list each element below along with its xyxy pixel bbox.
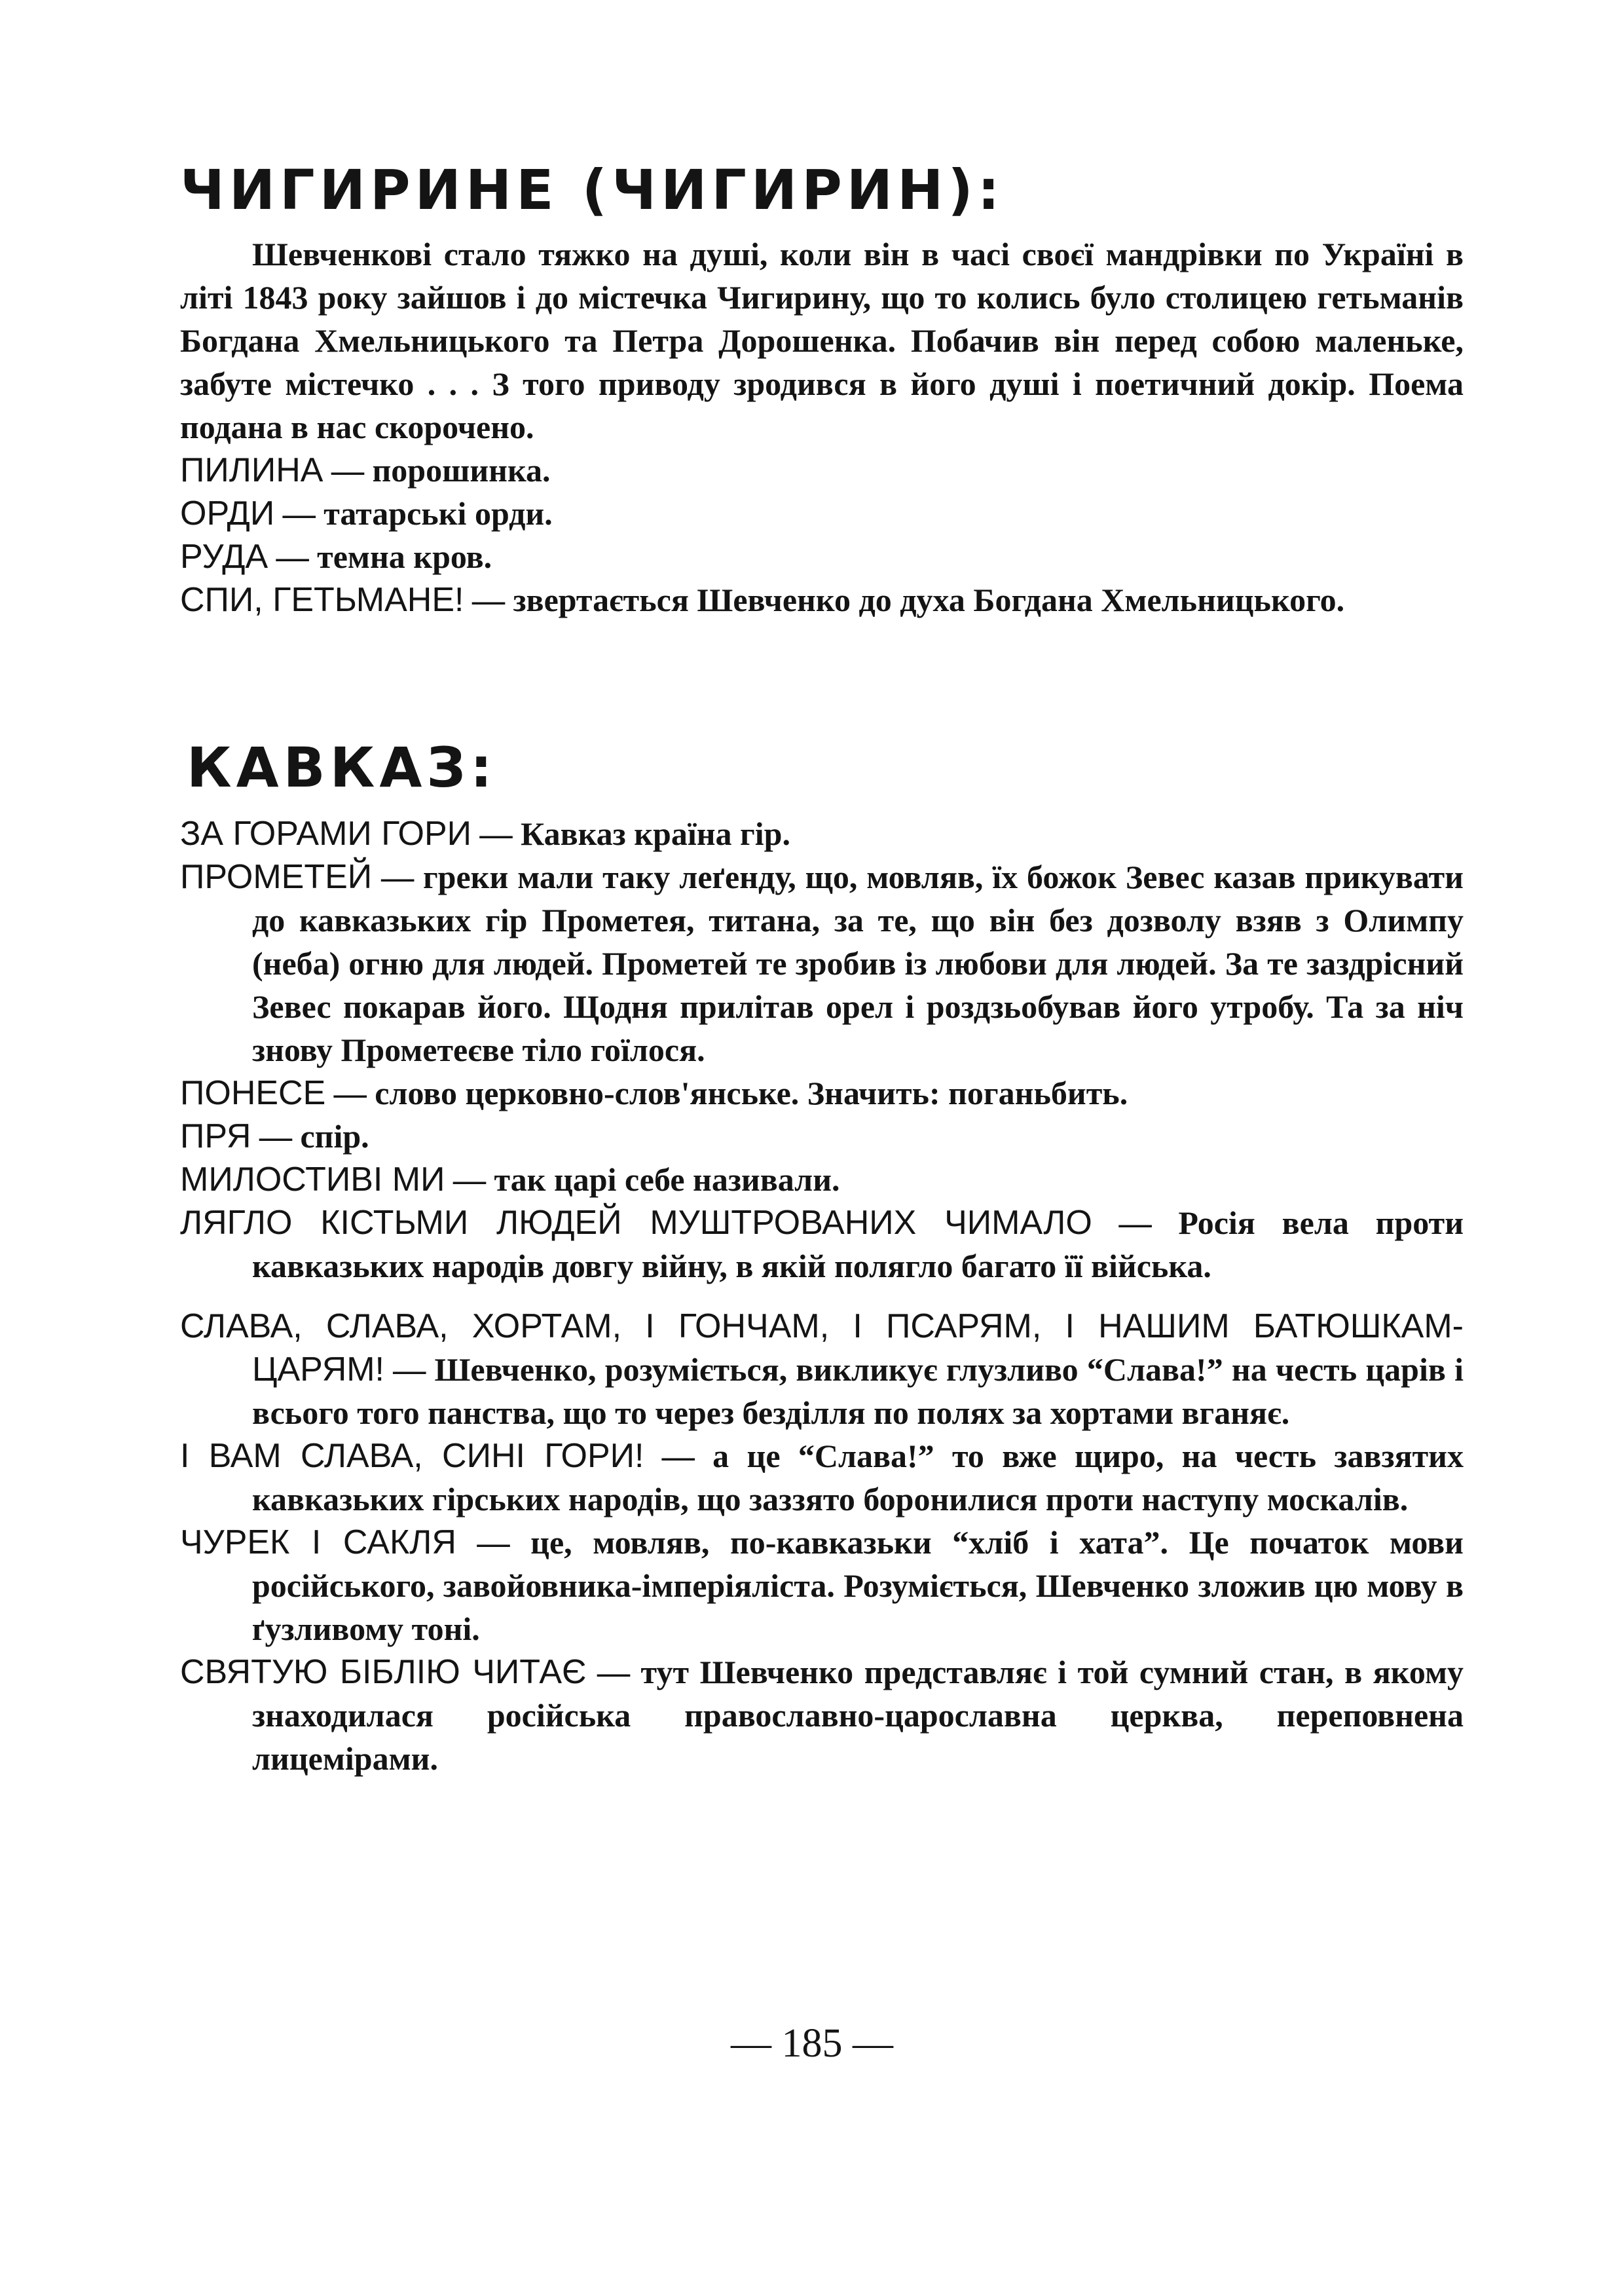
- gloss-term: ЛЯГЛО КІСТЬМИ ЛЮДЕЙ МУШТРОВАНИХ ЧИМАЛО: [180, 1204, 1092, 1242]
- gloss-term: РУДА: [180, 538, 268, 576]
- gloss-entry: [180, 449, 1464, 492]
- gloss-term: ПИЛИНА: [180, 451, 323, 489]
- gloss-term: ПОНЕСЕ: [180, 1074, 326, 1112]
- gloss-entry: [180, 1071, 1464, 1115]
- gloss-definition: — звертається Шевченко до духа Богдана Хмельницького.: [464, 582, 1345, 618]
- gloss-definition: — а це “Слава!” то вже щиро, на честь завзятих кавказьких гірських народів, що заззято боронилися проти наступу москалів.: [252, 1438, 1464, 1517]
- gloss-term: І ВАМ СЛАВА, СИНІ ГОРИ!: [180, 1437, 644, 1475]
- gloss-definition: — Кавказ країна гір.: [471, 815, 790, 852]
- gloss-term: СВЯТУЮ БІБЛІЮ ЧИТАЄ: [180, 1653, 587, 1691]
- gloss-definition: — греки мали таку леґенду, що, мовляв, їх божок Зевес казав прикувати до кавказьких гір Прометея, титана, за те, що він без дозволу взяв з Олимпу (неба) огню для людей. Прометей те зробив із любови для людей. За те заздрісний Зевес покарав його. Щодня прилітав орел і роздзьобував його утробу. Та за ніч знову Прометеєве тіло гоїлося.: [252, 859, 1464, 1068]
- gloss-entry: [180, 492, 1464, 535]
- page-number: — 185 —: [731, 2021, 893, 2066]
- gloss-definition: — так царі себе називали.: [445, 1161, 840, 1198]
- section-chyhyryne-body: [180, 233, 1464, 622]
- intro-paragraph: Шевченкові стало тяжко на душі, коли він в часі своєї мандрівки по Україні в літі 1843 року зайшов і до містечка Чигирину, що то колись було столицею гетьманів Богдана Хмельницького та Петра Дорошенка. Побачив він перед собою маленьке, забуте містечко . . . З того приводу зродився в його душі і поетичний докір. Поема подана в нас скорочено.: [180, 236, 1464, 445]
- gloss-term: ПРЯ: [180, 1117, 251, 1155]
- gloss-term: СПИ, ГЕТЬМАНЕ!: [180, 581, 464, 619]
- gloss-entry: [180, 1434, 1464, 1521]
- gloss-definition: — спір.: [251, 1118, 369, 1155]
- gloss-term: ЗА ГОРАМИ ГОРИ: [180, 815, 471, 853]
- gloss-definition: — темна кров.: [268, 538, 492, 575]
- gloss-entry: [180, 535, 1464, 578]
- paragraph-gap: [180, 1288, 1464, 1305]
- gloss-term: ПРОМЕТЕЙ: [180, 858, 373, 896]
- section-kavkaz-body: [180, 812, 1464, 1780]
- gloss-definition: — Шевченко, розуміється, викликує глузливо “Слава!” на честь царів і всього того панства, що то через безділля по полях за хортами вганяє.: [252, 1351, 1464, 1431]
- gloss-entry: [180, 855, 1464, 1071]
- gloss-term: МИЛОСТИВІ МИ: [180, 1161, 445, 1199]
- gloss-definition: — це, мовляв, по-кавказьки “хліб і хата”. Це початок мови російського, завойовника-імперіяліста. Розуміється, Шевченко зложив цю мову в ґузливому тоні.: [252, 1524, 1464, 1647]
- gloss-definition: — татарські орди.: [274, 495, 553, 532]
- gloss-definition: — слово церковно-слов'янське. Значить: поганьбить.: [325, 1075, 1128, 1111]
- gloss-term: ОРДИ: [180, 494, 275, 532]
- gloss-term: СЛАВА, СЛАВА, ХОРТАМ, І ГОНЧАМ, І ПСАРЯМ, І НАШИМ БАТЮШКАМ-ЦАРЯМ!: [180, 1307, 1464, 1388]
- gloss-entry: [180, 1201, 1464, 1288]
- section-heading-chyhyryne: ЧИГИРИНЕ (ЧИГИРИН):: [180, 158, 1005, 222]
- section-heading-kavkaz: КАВКАЗ:: [187, 735, 497, 800]
- gloss-entry: [180, 1521, 1464, 1650]
- gloss-entry: [180, 1115, 1464, 1158]
- gloss-term: ЧУРЕК І САКЛЯ: [180, 1523, 456, 1561]
- gloss-entry: [180, 1650, 1464, 1780]
- gloss-definition: — тут Шевченко представляє і той сумний стан, в якому знаходилася російська православно-царославна церква, переповнена лицемірами.: [252, 1654, 1464, 1777]
- gloss-entry: [180, 1305, 1464, 1434]
- gloss-entry: [180, 812, 1464, 855]
- gloss-definition: — Росія вела проти кавказьких народів довгу війну, в якій полягло багато її війська.: [252, 1204, 1464, 1284]
- gloss-entry: [180, 578, 1464, 622]
- gloss-entry: [180, 1158, 1464, 1201]
- gloss-definition: — порошинка.: [323, 452, 551, 489]
